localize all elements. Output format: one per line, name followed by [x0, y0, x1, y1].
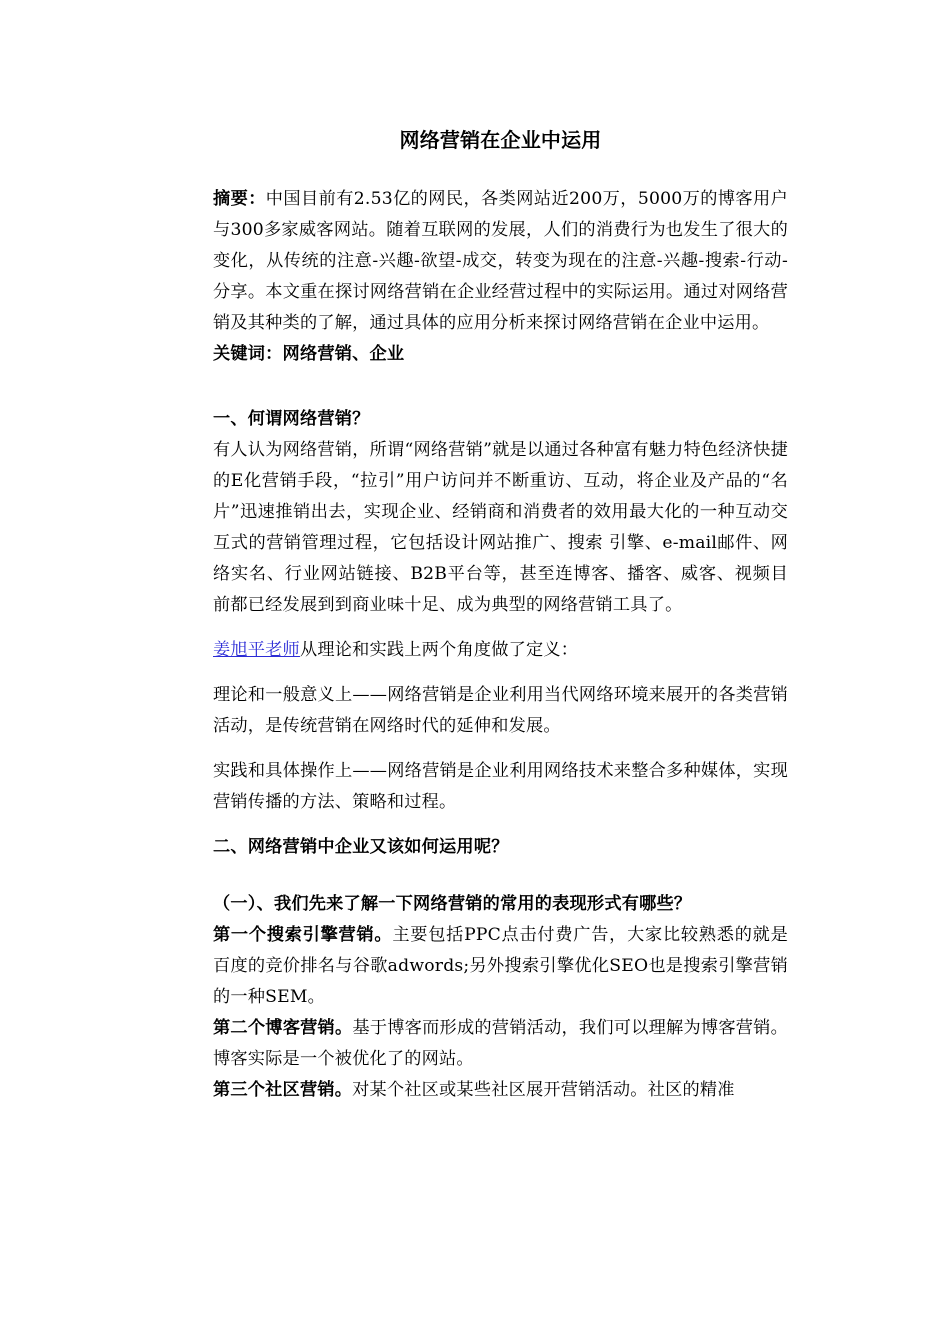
keywords-line: 关键词：网络营销、企业 — [213, 344, 405, 364]
item-label: 第三个社区营销。 — [213, 1080, 353, 1100]
abstract-label: 摘要： — [213, 189, 266, 209]
document-title: 网络营销在企业中运用 — [399, 128, 602, 152]
abstract-text: 中国目前有2.53亿的网民，各类网站近200万，5000万的博客用户与300多家威客网站。随着互联网的发展，人们的消费行为也发生了很大的变化，从传统的注意-兴趣-欲望-成交，转变为现在的注意-兴趣-搜索-行动-分享。本文重在探讨网络营销在企业经营过程中的实际运用。通过对网络营销及其种类的了解，通过具体的应用分析来探讨网络营销在企业中运用。 — [213, 189, 788, 333]
section1-heading: 一、何谓网络营销？ — [213, 409, 370, 429]
item-text: 对某个社区或某些社区展开营销活动。社区的精准 — [352, 1080, 735, 1100]
list-item — [213, 920, 788, 1013]
abstract-paragraph — [213, 184, 788, 339]
item-label: 第二个博客营销。 — [213, 1018, 353, 1038]
item-text: 基于博客而形成的营销活动，我们可以理解为博客营销。博客实际是一个被优化了的网站。 — [213, 1018, 788, 1069]
list-item — [213, 1013, 788, 1075]
document-body — [213, 122, 788, 1106]
item-text: 主要包括PPC点击付费广告，大家比较熟悉的就是百度的竞价排名与谷歌adwords;另外搜索引擎优化SEO也是搜索引擎营销的一种SEM。 — [213, 925, 788, 1007]
author-link[interactable]: 姜旭平老师 — [213, 640, 300, 660]
definition-intro — [213, 635, 788, 666]
item-label: 第一个搜索引擎营销。 — [213, 925, 393, 945]
section1-paragraph: 有人认为网络营销，所谓“网络营销”就是以通过各种富有魅力特色经济快捷的E化营销手段，“拉引”用户访问并不断重访、互动，将企业及产品的“名片”迅速推销出去，实现企业、经销商和消费者的效用最大化的一种互动交互式的营销管理过程，它包括设计网站推广、搜索 引擎、e-mail邮件、网络实名、行业网站链接、B2B平台等，甚至连博客、播客、威客、视频目前都已经发展到到商业味十足、成为典型的网络营销工具了。 — [213, 440, 788, 615]
definition-practice: 实践和具体操作上——网络营销是企业利用网络技术来整合多种媒体，实现营销传播的方法、策略和过程。 — [213, 761, 788, 812]
section2-heading: 二、网络营销中企业又该如何运用呢？ — [213, 837, 509, 857]
section2-subheading: （一）、我们先来了解一下网络营销的常用的表现形式有哪些？ — [213, 894, 692, 914]
definition-intro-text: 从理论和实践上两个角度做了定义： — [299, 640, 579, 660]
list-item — [213, 1075, 788, 1106]
definition-theory: 理论和一般意义上——网络营销是企业利用当代网络环境来展开的各类营销活动，是传统营销在网络时代的延伸和发展。 — [213, 685, 788, 736]
